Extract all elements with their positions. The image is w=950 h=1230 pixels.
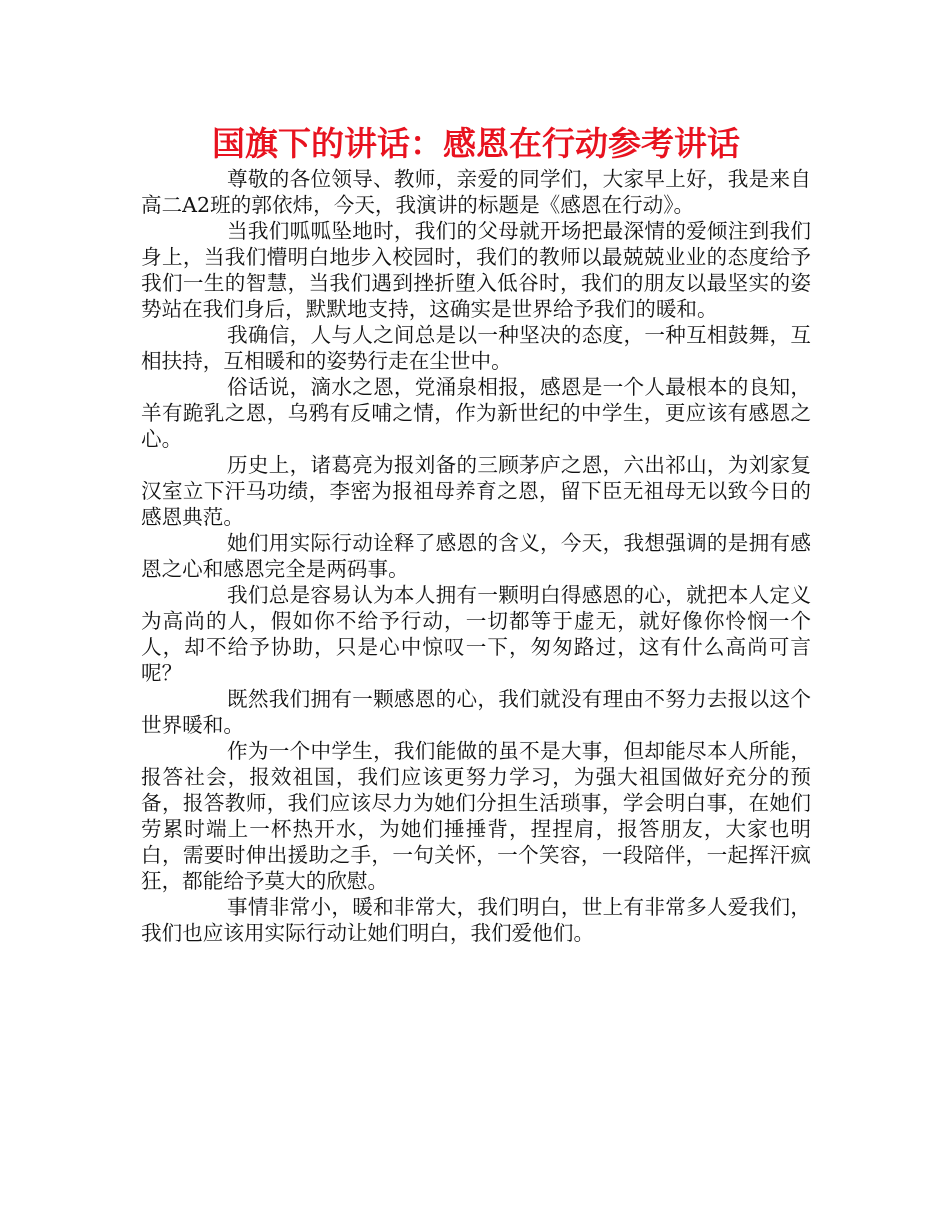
paragraph: 当我们呱呱坠地时，我们的父母就开场把最深情的爱倾注到我们身上，当我们懵明白地步入校园时，我们的教师以最兢兢业业的态度给予我们一生的智慧，当我们遇到挫折堕入低谷时，我们的朋友以最坚实的姿势站在我们身后，默默地支持，这确实是世界给予我们的暖和。 bbox=[141, 219, 811, 321]
paragraph: 既然我们拥有一颗感恩的心，我们就没有理由不努力去报以这个世界暖和。 bbox=[141, 687, 811, 737]
document-body bbox=[141, 166, 811, 946]
paragraph: 我们总是容易认为本人拥有一颗明白得感恩的心，就把本人定义为高尚的人，假如你不给予行动，一切都等于虚无，就好像你怜悯一个人，却不给予协助，只是心中惊叹一下，匆匆路过，这有什么高尚可言呢？ bbox=[141, 583, 811, 685]
paragraph: 作为一个中学生，我们能做的虽不是大事，但却能尽本人所能，报答社会，报效祖国，我们应该更努力学习，为强大祖国做好充分的预备，报答教师，我们应该尽力为她们分担生活琐事，学会明白事，在她们劳累时端上一杯热开水，为她们捶捶背，捏捏肩，报答朋友，大家也明白，需要时伸出援助之手，一句关怀，一个笑容，一段陪伴，一起挥汗疯狂，都能给予莫大的欣慰。 bbox=[141, 739, 811, 893]
paragraph: 尊敬的各位领导、教师，亲爱的同学们，大家早上好，我是来自高二A2班的郭依炜，今天，我演讲的标题是《感恩在行动》。 bbox=[141, 167, 811, 217]
paragraph: 事情非常小，暖和非常大，我们明白，世上有非常多人爱我们，我们也应该用实际行动让她们明白，我们爱他们。 bbox=[141, 895, 811, 945]
document-page bbox=[141, 122, 811, 946]
paragraph: 她们用实际行动诠释了感恩的含义，今天，我想强调的是拥有感恩之心和感恩完全是两码事。 bbox=[141, 531, 811, 581]
paragraph: 俗话说，滴水之恩，党涌泉相报，感恩是一个人最根本的良知，羊有跪乳之恩，乌鸦有反哺之情，作为新世纪的中学生，更应该有感恩之心。 bbox=[141, 375, 811, 451]
paragraph: 历史上，诸葛亮为报刘备的三顾茅庐之恩，六出祁山，为刘家复汉室立下汗马功绩，李密为报祖母养育之恩，留下臣无祖母无以致今日的感恩典范。 bbox=[141, 453, 811, 529]
document-title: 国旗下的讲话：感恩在行动参考讲话 bbox=[212, 124, 740, 163]
paragraph: 我确信，人与人之间总是以一种坚决的态度，一种互相鼓舞，互相扶持，互相暖和的姿势行走在尘世中。 bbox=[141, 323, 811, 373]
